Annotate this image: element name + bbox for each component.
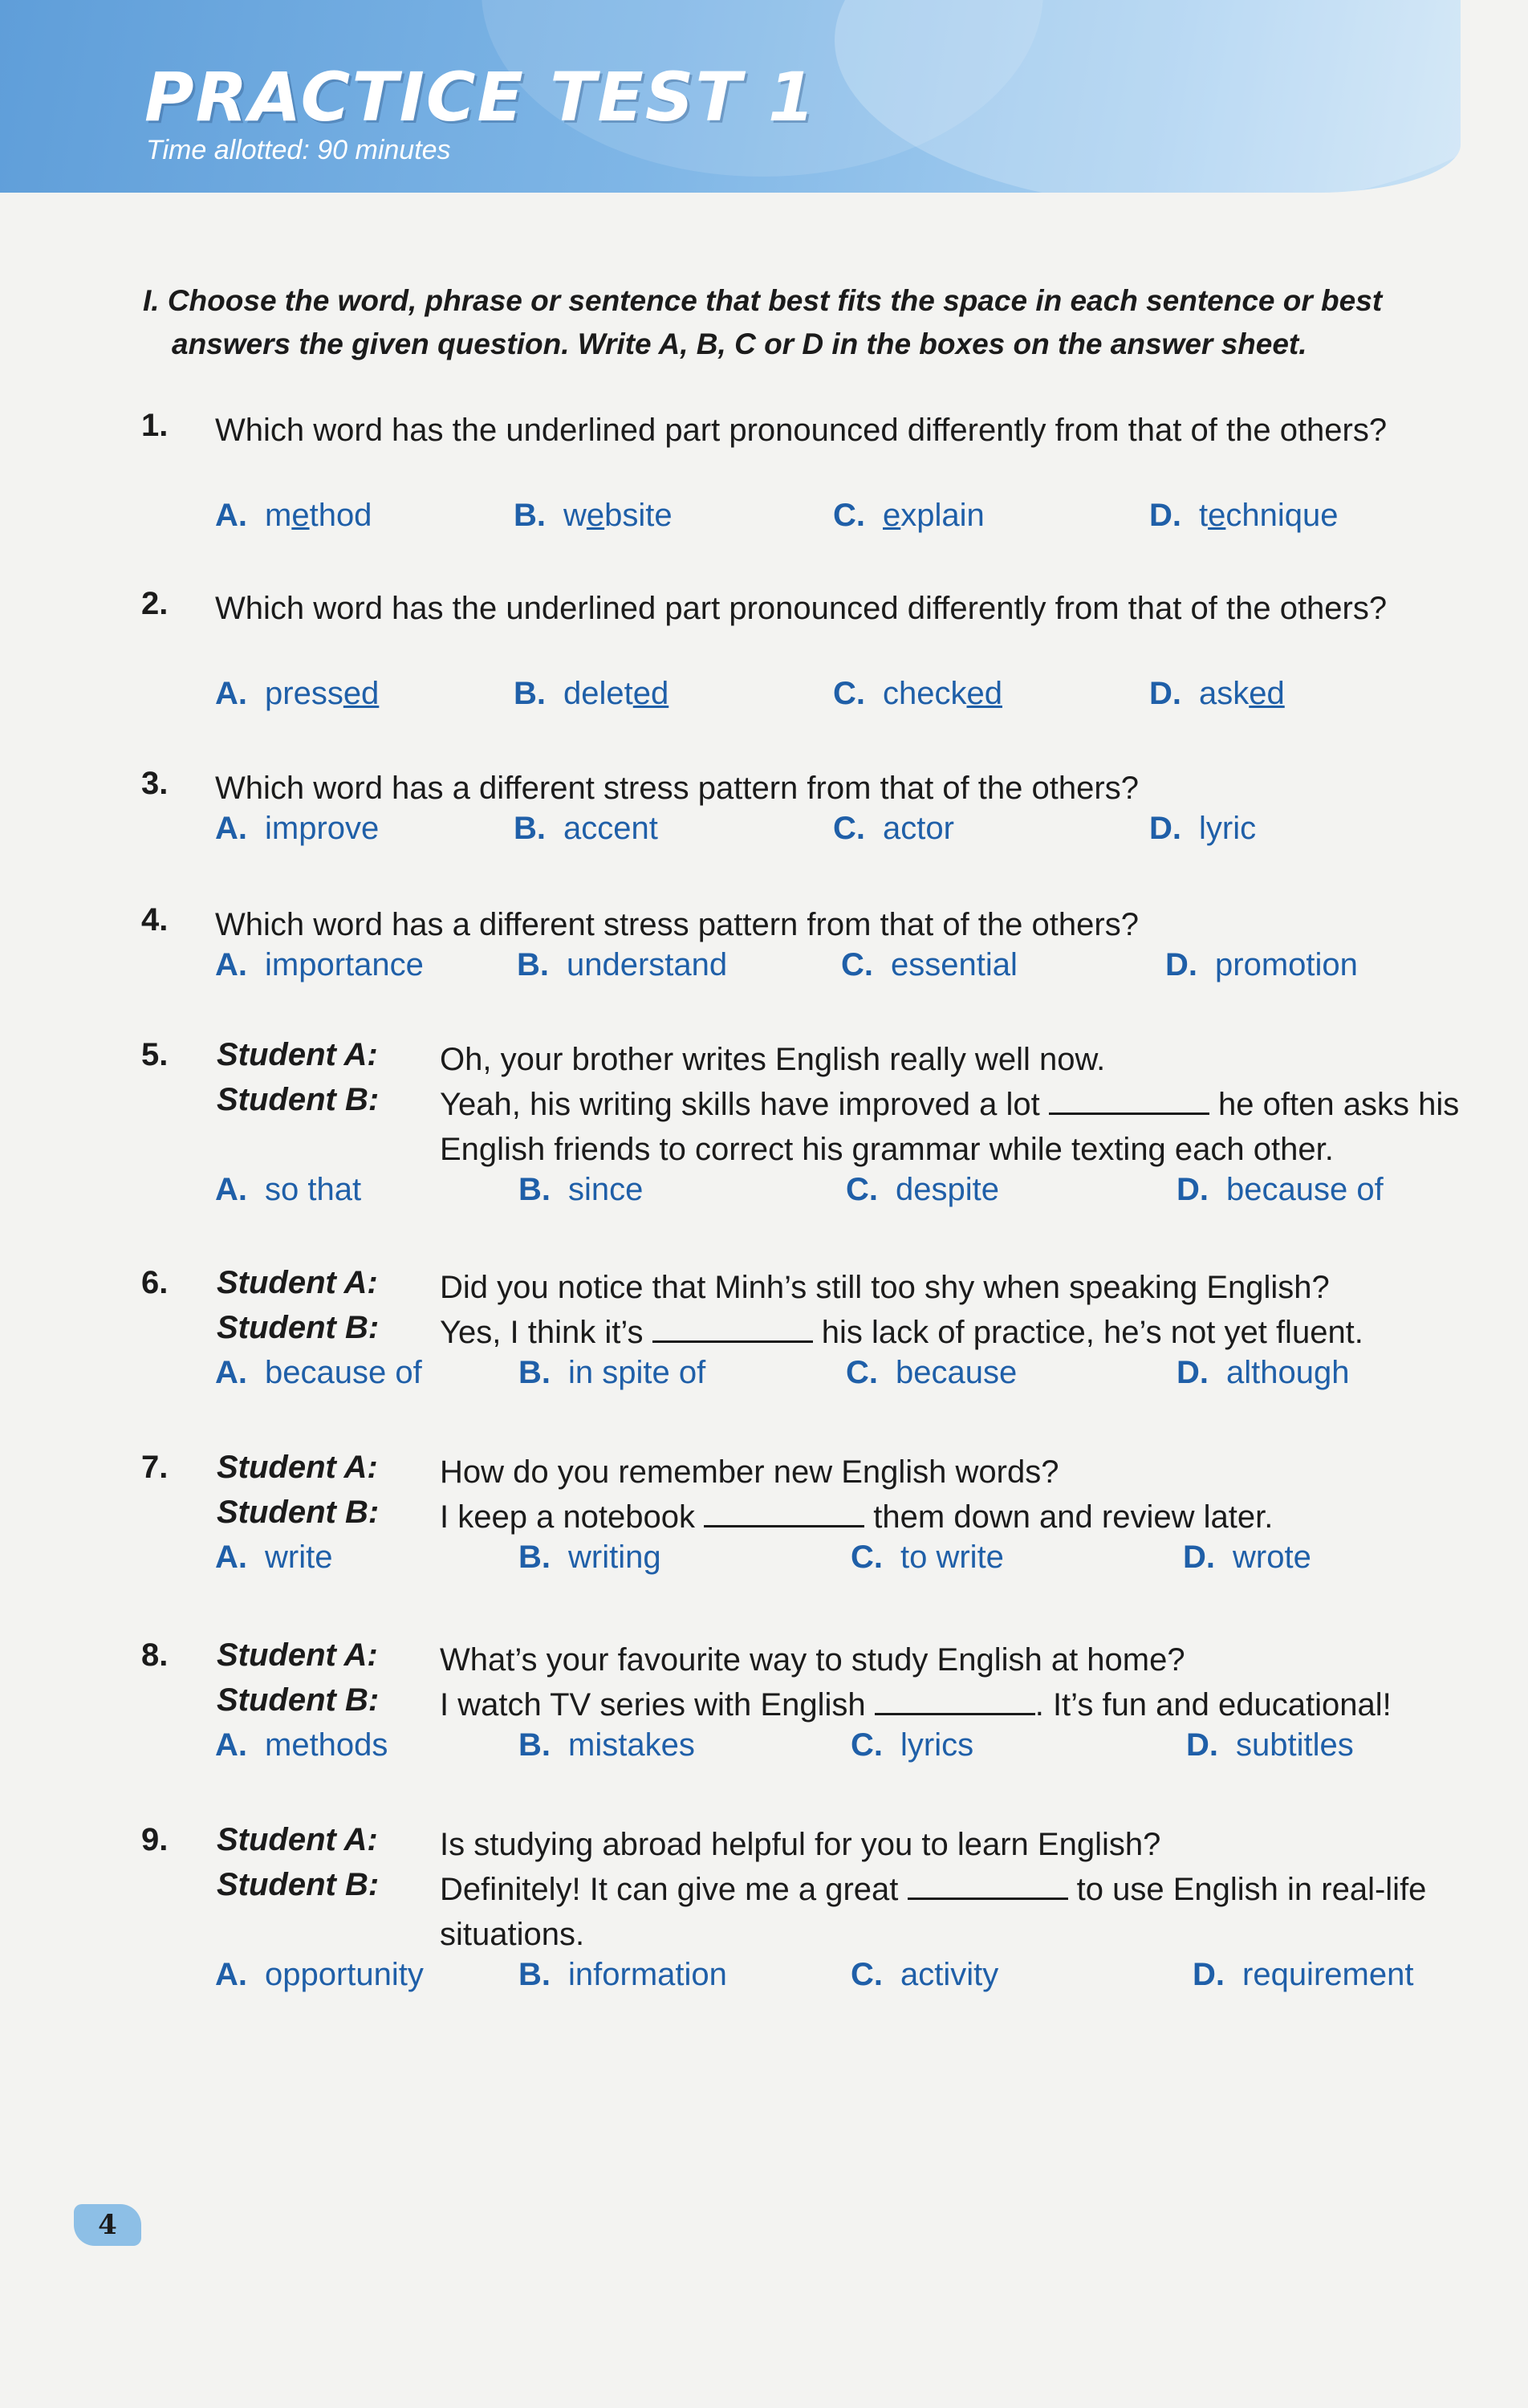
option-d[interactable]: D. asked bbox=[1149, 676, 1285, 711]
option-b[interactable]: B. writing bbox=[518, 1540, 661, 1575]
student-a-text: How do you remember new English words? bbox=[440, 1454, 1059, 1490]
time-allotted: Time allotted: 90 minutes bbox=[146, 135, 451, 165]
question-9 bbox=[141, 1822, 1489, 1992]
question-1 bbox=[141, 408, 1489, 533]
question-8 bbox=[141, 1637, 1489, 1763]
option-c[interactable]: C. checked bbox=[833, 676, 1002, 711]
option-c[interactable]: C. explain bbox=[833, 498, 985, 533]
question-number: 8. bbox=[141, 1637, 169, 1673]
option-a[interactable]: A. write bbox=[215, 1540, 333, 1575]
student-a-text: Is studying abroad helpful for you to learn English? bbox=[440, 1827, 1161, 1862]
option-b[interactable]: B. accent bbox=[514, 811, 658, 846]
student-b-text: Definitely! It can give me a great to use English in real-life situations. bbox=[440, 1872, 1427, 1952]
option-b[interactable]: B. website bbox=[514, 498, 673, 533]
student-a-label: Student A: bbox=[217, 1265, 378, 1300]
options bbox=[215, 947, 1467, 992]
question-4 bbox=[141, 902, 1489, 982]
option-c[interactable]: C. because bbox=[846, 1355, 1018, 1390]
option-a[interactable]: A. importance bbox=[215, 947, 424, 982]
question-text: Which word has the underlined part pronounced differently from that of the others? bbox=[215, 591, 1388, 626]
option-c[interactable]: C. actor bbox=[833, 811, 954, 846]
option-b[interactable]: B. deleted bbox=[514, 676, 669, 711]
options bbox=[215, 1957, 1467, 2002]
student-a-label: Student A: bbox=[217, 1450, 378, 1485]
student-b-text: Yeah, his writing skills have improved a lot he often asks his English friends to correct his grammar while texting each other. bbox=[440, 1087, 1460, 1167]
option-d[interactable]: D. lyric bbox=[1149, 811, 1257, 846]
options bbox=[215, 1727, 1467, 1772]
student-b-label: Student B: bbox=[217, 1867, 380, 1902]
page-title: PRACTICE TEST 1 bbox=[144, 58, 817, 136]
option-a[interactable]: A. opportunity bbox=[215, 1957, 424, 1992]
student-a-label: Student A: bbox=[217, 1637, 378, 1673]
answer-blank[interactable] bbox=[1049, 1085, 1209, 1115]
student-a-label: Student A: bbox=[217, 1822, 378, 1857]
question-number: 2. bbox=[141, 586, 169, 621]
option-c[interactable]: C. essential bbox=[841, 947, 1018, 982]
option-c[interactable]: C. to write bbox=[851, 1540, 1004, 1575]
option-b[interactable]: B. in spite of bbox=[518, 1355, 706, 1390]
student-a-label: Student A: bbox=[217, 1037, 378, 1072]
question-number: 7. bbox=[141, 1450, 169, 1485]
option-a[interactable]: A. because of bbox=[215, 1355, 422, 1390]
instruction-line-2: answers the given question. Write A, B, C or D in the boxes on the answer sheet. bbox=[172, 327, 1307, 360]
option-d[interactable]: D. technique bbox=[1149, 498, 1339, 533]
option-d[interactable]: D. subtitles bbox=[1186, 1727, 1354, 1763]
answer-blank[interactable] bbox=[875, 1686, 1035, 1715]
option-a[interactable]: A. so that bbox=[215, 1172, 362, 1207]
option-d[interactable]: D. requirement bbox=[1193, 1957, 1414, 1992]
student-b-text: Yes, I think it’s his lack of practice, he’s not yet fluent. bbox=[440, 1315, 1363, 1350]
question-3 bbox=[141, 766, 1489, 846]
option-d[interactable]: D. because of bbox=[1176, 1172, 1384, 1207]
question-6 bbox=[141, 1265, 1489, 1390]
question-number: 1. bbox=[141, 408, 169, 443]
option-b[interactable]: B. mistakes bbox=[518, 1727, 695, 1763]
section-instruction bbox=[143, 279, 1475, 366]
student-b-label: Student B: bbox=[217, 1082, 380, 1117]
question-text: Which word has the underlined part pronounced differently from that of the others? bbox=[215, 413, 1388, 448]
student-a-text: Did you notice that Minh’s still too shy when speaking English? bbox=[440, 1270, 1330, 1305]
question-5 bbox=[141, 1037, 1489, 1207]
answer-blank[interactable] bbox=[652, 1313, 813, 1343]
options bbox=[215, 1172, 1467, 1217]
option-b[interactable]: B. information bbox=[518, 1957, 727, 1992]
option-d[interactable]: D. promotion bbox=[1165, 947, 1358, 982]
student-b-label: Student B: bbox=[217, 1682, 380, 1718]
option-d[interactable]: D. although bbox=[1176, 1355, 1350, 1390]
question-number: 9. bbox=[141, 1822, 169, 1857]
question-text: Which word has a different stress pattern from that of the others? bbox=[215, 907, 1139, 942]
option-a[interactable]: A. method bbox=[215, 498, 372, 533]
answer-blank[interactable] bbox=[704, 1498, 864, 1527]
page-number: 4 bbox=[98, 2209, 117, 2241]
question-number: 4. bbox=[141, 902, 169, 938]
option-c[interactable]: C. activity bbox=[851, 1957, 999, 1992]
question-text: Which word has a different stress pattern from that of the others? bbox=[215, 771, 1139, 806]
options bbox=[215, 1355, 1467, 1400]
question-number: 5. bbox=[141, 1037, 169, 1072]
student-b-label: Student B: bbox=[217, 1310, 380, 1345]
question-2 bbox=[141, 586, 1489, 711]
question-number: 3. bbox=[141, 766, 169, 801]
header-banner bbox=[0, 0, 1461, 193]
option-d[interactable]: D. wrote bbox=[1183, 1540, 1311, 1575]
option-b[interactable]: B. understand bbox=[517, 947, 728, 982]
options bbox=[215, 676, 1467, 721]
student-a-text: What’s your favourite way to study English at home? bbox=[440, 1642, 1185, 1678]
option-a[interactable]: A. improve bbox=[215, 811, 380, 846]
options bbox=[215, 1540, 1467, 1584]
instruction-line-1: I. Choose the word, phrase or sentence that best fits the space in each sentence or best bbox=[143, 284, 1383, 317]
student-b-label: Student B: bbox=[217, 1495, 380, 1530]
options bbox=[215, 498, 1467, 543]
student-b-text: I watch TV series with English . It’s fun and educational! bbox=[440, 1687, 1392, 1723]
option-a[interactable]: A. pressed bbox=[215, 676, 380, 711]
options bbox=[215, 811, 1467, 856]
answer-blank[interactable] bbox=[908, 1870, 1068, 1900]
student-b-text: I keep a notebook them down and review later. bbox=[440, 1499, 1274, 1535]
question-number: 6. bbox=[141, 1265, 169, 1300]
option-c[interactable]: C. despite bbox=[846, 1172, 999, 1207]
option-b[interactable]: B. since bbox=[518, 1172, 644, 1207]
student-a-text: Oh, your brother writes English really well now. bbox=[440, 1042, 1106, 1077]
page-number-badge bbox=[74, 2204, 141, 2246]
option-c[interactable]: C. lyrics bbox=[851, 1727, 974, 1763]
question-7 bbox=[141, 1450, 1489, 1575]
option-a[interactable]: A. methods bbox=[215, 1727, 388, 1763]
